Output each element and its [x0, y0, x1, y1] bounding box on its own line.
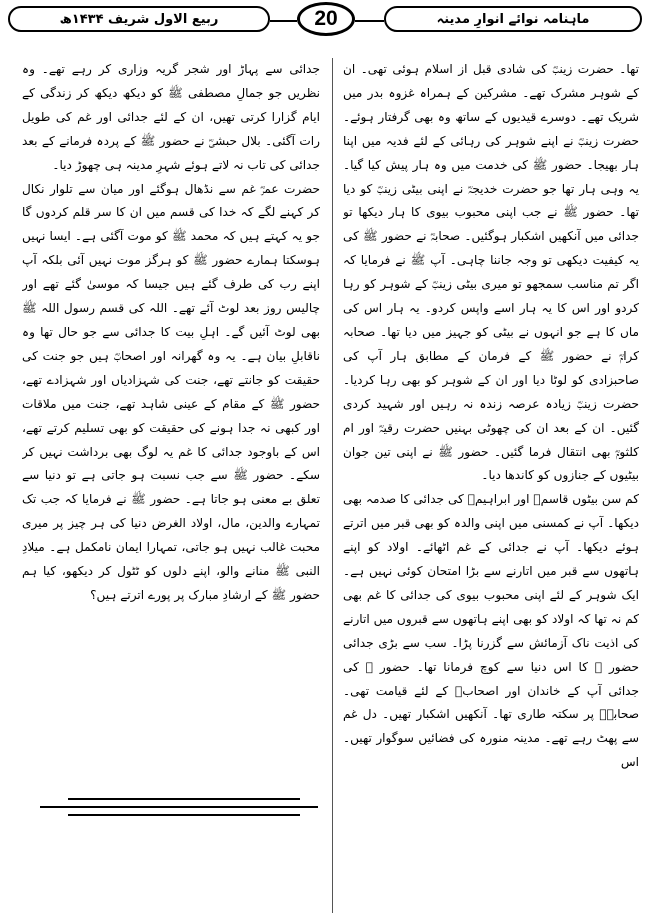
magazine-title-label [384, 6, 642, 32]
header-rule-left [270, 20, 297, 22]
paragraph: تھا۔ حضرت زینبؓ کی شادی قبل از اسلام ہوئی تھی۔ ان کے شوہر مشرک تھے۔ مشرکین کے ہمراہ غزوہ بدر میں شریک تھے۔ دوسرے قیدیوں کے ساتھ وہ بھی گرفتار ہوئے۔ حضرت زینبؓ نے اپنے شوہر کی رہائی کے لئے فدیہ میں اپنا ہار بھیجا۔ حضور ﷺ کی خدمت میں وہ ہار پیش کیا گیا۔ یہ وہی ہار تھا جو حضرت خدیجہؓ نے اپنی بیٹی زینبؓ کو دیا تھا۔ حضور ﷺ نے جب اپنی محبوب بیوی کا ہار دیکھا تو جدائی میں آنکھیں اشکبار ہوگئیں۔ صحابہؓ نے حضور ﷺ کی یہ کیفیت دیکھی تو وجہ جاننا چاہی۔ آپ ﷺ نے فرمایا کہ اگر تم مناسب سمجھو تو میری بیٹی زینبؓ کے شوہر کو رہا کردو اور اس کا یہ ہار اسے واپس کردو۔ یہ ہار اس کی ماں کا ہے جو انہوں نے بیٹی کو جہیز میں دیا تھا۔ صحابہ کرامؓ نے حضور ﷺ کے فرمان کے مطابق ہار آپ کی صاحبزادی کو لوٹا دیا اور ان کے شوہر کو بھی رہا کردیا۔ حضرت زینبؓ زیادہ عرصہ زندہ نہ رہیں اور شہید کردی گئیں۔ ان کے بعد ان کی چھوٹی بہنیں حضرت رقیہؓ اور ام کلثومؓ بھی انتقال فرما گئیں۔ حضور ﷺ نے اپنی تین جوان بیٹیوں کے جنازوں کو کاندھا دیا۔ [343, 62, 639, 483]
issue-text: ربیع الاول شریف ۱۴۳۴ھ [59, 11, 219, 27]
page-header [0, 0, 650, 40]
magazine-title: ماہنامہ نوائے انوارِ مدینہ [436, 11, 590, 27]
paragraph: حضرت عمرؓ غم سے نڈھال ہوگئے اور میان سے تلوار نکال کر کہنے لگے کہ خدا کی قسم میں ان کا سر قلم کردوں گا جو یہ کہتے ہیں کہ محمد ﷺ کو موت آگئی ہے۔ ایسا نہیں ہوسکتا ہمارے حضور ﷺ کو ہرگز موت نہیں آئی بلکہ آپ اپنے رب کی طرف گئے ہیں جیسا کہ موسیٰ گئے تھے اور چالیس روز بعد لوٹ آئے تھے۔ اللہ کی قسم رسول اللہ ﷺ بھی لوٹ آئیں گے۔ اہلِ بیت کا جدائی سے جو حال تھا وہ ناقابلِ بیان ہے۔ یہ وہ گھرانہ اور اصحابؓ ہیں جو جنت کی حقیقت کو جانتے تھے، جنت کی شہزادیاں اور شہزادے تھے، حضور ﷺ کے مقام کے عینی شاہد تھے، جنت میں ملاقات اور کبھی نہ جدا ہونے کی حقیقت کو بھی تسلیم کرتے تھے، اس کے باوجود جدائی کا غم یہ لوگ بھی برداشت نہیں کر سکے۔ حضور ﷺ سے جب نسبت ہو جاتی ہے تو دنیا سے تعلق بے معنی ہو جاتا ہے۔ حضور ﷺ نے فرمایا کہ جب تک تمہارے والدین، مال، اولاد الغرض دنیا کی ہر چیز پر میری محبت غالب نہیں ہو جاتی، تمہارا ایمان نامکمل ہے۔ میلادِ النبی ﷺ منانے والو، اپنے دلوں کو ٹٹول کر دیکھو، کیا ہم حضور ﷺ کے ارشادِ مبارک پر پورے اترتے ہیں؟ [22, 181, 320, 602]
paragraph: کم سن بیٹوں قاسمؓ اور ابراہیمؓ کی جدائی کا صدمہ بھی دیکھا۔ آپ نے کمسنی میں اپنی والدہ کو بھی قبر میں اترتے ہوئے دیکھا۔ آپ نے جدائی کے غم اٹھائے۔ اولاد کو اپنے ہاتھوں سے قبر میں اتارنے سے بڑا امتحان کوئی نہیں ہے۔ ایک شوہر کے لئے اپنی محبوب بیوی کی جدائی کا غم بھی کم نہ تھا کہ اولاد کو بھی اپنے ہاتھوں سے قبروں میں اتارنے کی اذیت ناک آزمائش سے گزرنا پڑا۔ سب سے بڑی جدائی حضور ﷺ کا اس دنیا سے کوچ فرمانا تھا۔ حضور ﷺ کی جدائی آپ کے خاندان اور اصحابؓ کے لئے قیامت تھی۔ صحابہؓ پر سکتہ طاری تھا۔ آنکھیں اشکبار تھیں۔ دل غم سے پھٹ رہے تھے۔ مدینہ منورہ کی فضائیں سوگوار تھیں۔ اس [343, 492, 639, 770]
end-rule-3 [68, 814, 300, 816]
end-rule-1 [68, 798, 300, 800]
column-divider [332, 58, 333, 913]
issue-label [8, 6, 270, 32]
page-number: 20 [314, 7, 338, 30]
right-text-column [343, 58, 639, 919]
left-text-column [22, 58, 320, 798]
paragraph: جدائی سے پہاڑ اور شجر گریہ وزاری کر رہے تھے۔ وہ نظریں جو جمالِ مصطفی ﷺ کو دیکھ دیکھ کر زندگی کے ایام گزارا کرتی تھیں، ان کے لئے جدائی اور غم کی طویل رات آگئی۔ بلال حبشیؓ نے حضور ﷺ کے پردہ فرمانے کے بعد جدائی کی تاب نہ لاتے ہوئے شہرِ مدینہ ہی چھوڑ دیا۔ [22, 62, 320, 172]
page-number-badge [297, 2, 355, 36]
end-rule-2 [40, 806, 318, 808]
header-rule-right [355, 20, 384, 22]
